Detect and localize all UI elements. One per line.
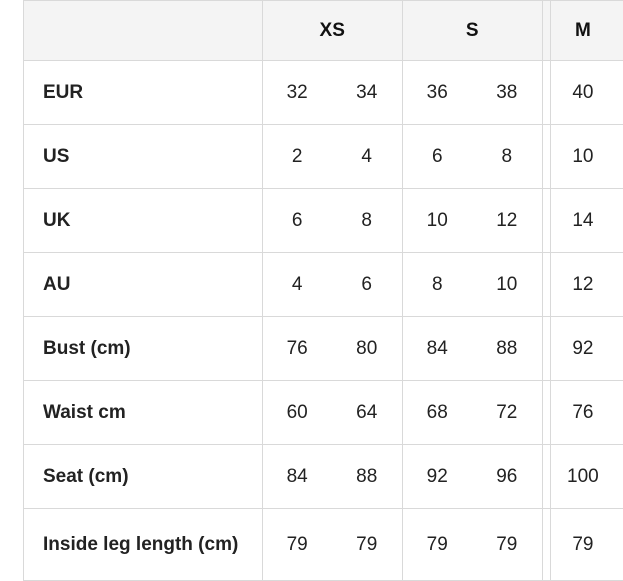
table-cell: 72 [472, 381, 543, 445]
table-cell: 2 [262, 125, 331, 189]
table-cell: 68 [402, 381, 471, 445]
size-header-row [24, 1, 623, 61]
table-row-uk [24, 189, 623, 253]
table-row-au [24, 253, 623, 317]
table-cell: 32 [262, 61, 331, 125]
table-cell: 79 [402, 509, 471, 581]
row-label: UK [24, 189, 263, 253]
table-cell: 76 [542, 381, 623, 445]
table-cell: 4 [262, 253, 331, 317]
table-cell: 14 [542, 189, 623, 253]
table-cell: 38 [472, 61, 543, 125]
table-cell: 8 [332, 189, 403, 253]
table-cell: 10 [542, 125, 623, 189]
size-chart-scroll-area[interactable] [23, 0, 551, 580]
table-cell: 79 [332, 509, 403, 581]
table-cell: 36 [402, 61, 471, 125]
table-cell: 79 [542, 509, 623, 581]
table-cell: 6 [262, 189, 331, 253]
table-cell: 64 [332, 381, 403, 445]
table-cell: 4 [332, 125, 403, 189]
table-row-bust [24, 317, 623, 381]
table-cell: 79 [472, 509, 543, 581]
table-cell: 96 [472, 445, 543, 509]
table-row-inside-leg [24, 509, 623, 581]
table-cell: 92 [542, 317, 623, 381]
size-group-header-s: S [402, 1, 542, 61]
table-cell: 100 [542, 445, 623, 509]
table-row-eur [24, 61, 623, 125]
table-row-us [24, 125, 623, 189]
table-cell: 6 [402, 125, 471, 189]
table-cell: 8 [402, 253, 471, 317]
table-cell: 80 [332, 317, 403, 381]
table-cell: 84 [262, 445, 331, 509]
table-cell: 88 [472, 317, 543, 381]
table-row-waist [24, 381, 623, 445]
row-label: Waist cm [24, 381, 263, 445]
table-cell: 6 [332, 253, 403, 317]
table-cell: 79 [262, 509, 331, 581]
row-label: AU [24, 253, 263, 317]
table-cell: 10 [472, 253, 543, 317]
table-cell: 88 [332, 445, 403, 509]
table-cell: 12 [542, 253, 623, 317]
table-cell: 12 [472, 189, 543, 253]
row-label: US [24, 125, 263, 189]
header-corner-cell [24, 1, 263, 61]
row-label: Seat (cm) [24, 445, 263, 509]
table-cell: 92 [402, 445, 471, 509]
table-cell: 8 [472, 125, 543, 189]
size-chart-table [23, 0, 623, 581]
table-cell: 34 [332, 61, 403, 125]
size-group-header-m: M [542, 1, 623, 61]
size-group-header-xs: XS [262, 1, 402, 61]
table-cell: 60 [262, 381, 331, 445]
scroll-edge-divider [550, 0, 551, 580]
table-cell: 84 [402, 317, 471, 381]
table-cell: 40 [542, 61, 623, 125]
table-row-seat [24, 445, 623, 509]
row-label: EUR [24, 61, 263, 125]
row-label: Bust (cm) [24, 317, 263, 381]
table-cell: 10 [402, 189, 471, 253]
table-cell: 76 [262, 317, 331, 381]
row-label: Inside leg length (cm) [24, 509, 263, 581]
